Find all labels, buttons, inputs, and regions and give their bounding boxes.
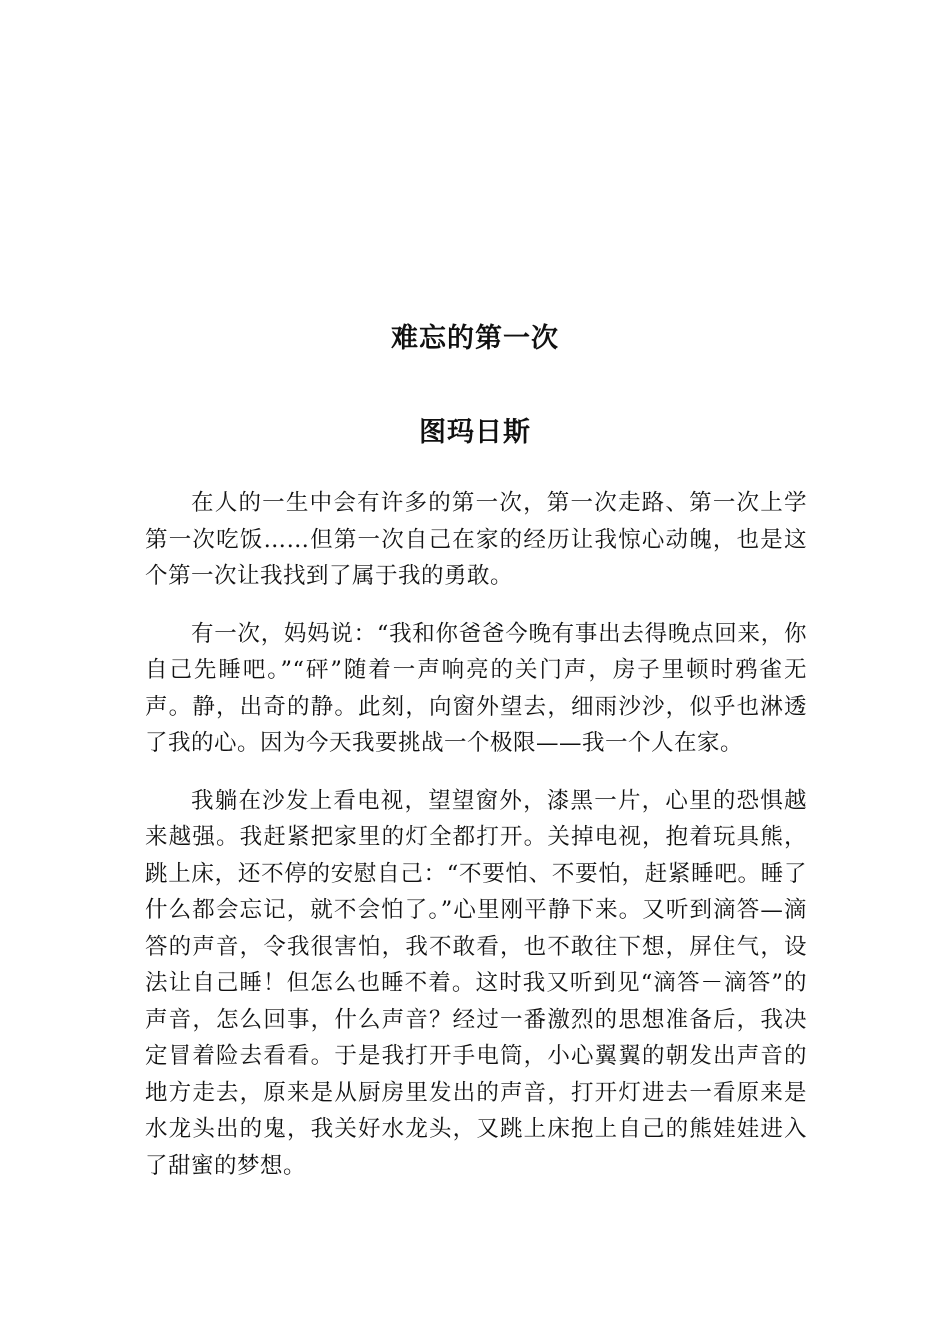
author-name: 图玛日斯 <box>419 417 531 448</box>
paragraph: 我躺在沙发上看电视，望望窗外，漆黑一片，心里的恐惧越来越强。我赶紧把家里的灯全都打开。关掉电视，抱着玩具熊，跳上床，还不停的安慰自己：“不要怕、不要怕，赶紧睡吧。睡了什么都会忘记，就不会怕了。”心里刚平静下来。又听到滴答—滴答的声音，令我很害怕，我不敢看，也不敢往下想，屏住气，设法让自己睡！但怎么也睡不着。这时我又听到见“滴答－滴答”的声音，怎么回事，什么声音？经过一番激烈的思想准备后，我决定冒着险去看看。于是我打开手电筒，小心翼翼的朝发出声音的地方走去，原来是从厨房里发出的声音，打开灯进去一看原来是水龙头出的鬼，我关好水龙头，又跳上床抱上自己的熊娃娃进入了甜蜜的梦想。 <box>145 787 807 1179</box>
paragraph: 有一次，妈妈说：“我和你爸爸今晚有事出去得晚点回来，你自己先睡吧。”“砰”随着一声响亮的关门声，房子里顿时鸦雀无声。静，出奇的静。此刻，向窗外望去，细雨沙沙，似乎也淋透了我的心。因为今天我要挑战一个极限——我一个人在家。 <box>145 620 807 756</box>
paragraph: 在人的一生中会有许多的第一次，第一次走路、第一次上学第一次吃饭……但第一次自己在家的经历让我惊心动魄，也是这个第一次让我找到了属于我的勇敢。 <box>145 490 807 589</box>
document-title: 难忘的第一次 <box>391 323 559 354</box>
document-body <box>145 485 807 1205</box>
